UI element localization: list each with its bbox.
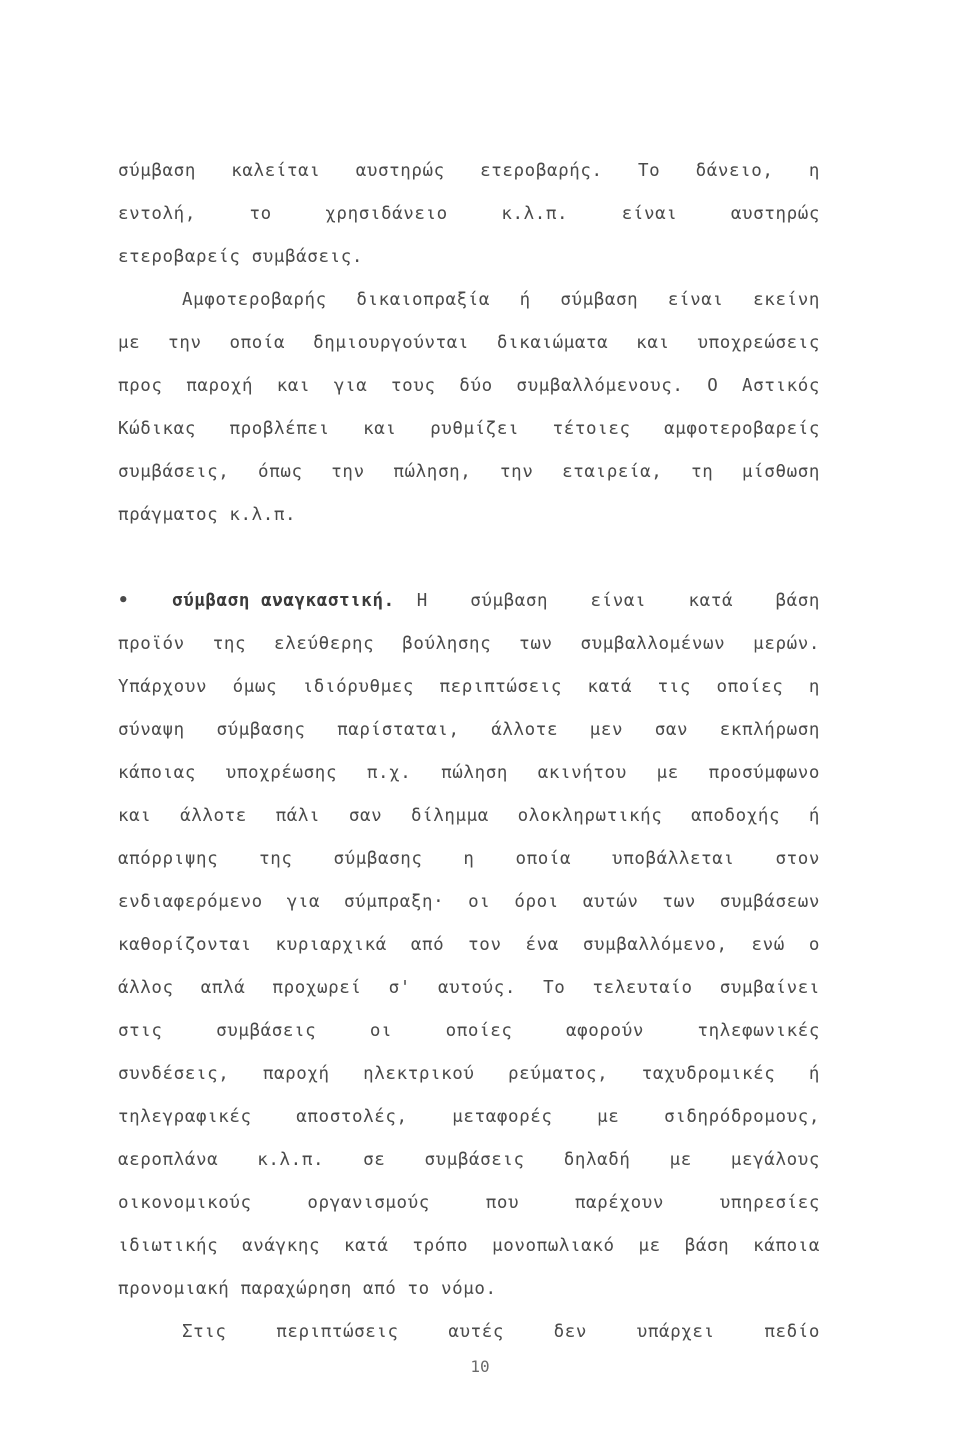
text-line: οικονομικούς οργανισμούς που παρέχουν υπηρεσίες [118,1193,820,1213]
text-line: απόρριψης της σύμβασης η οποία υποβάλλεται στον [118,849,820,869]
text-line: και άλλοτε πάλι σαν δίλημμα ολοκληρωτικής αποδοχής ή [118,806,820,826]
paragraph-start-line: Στις περιπτώσεις αυτές δεν υπάρχει πεδίο [182,1322,820,1342]
text-line: ιδιωτικής ανάγκης κατά τρόπο μονοπωλιακό με βάση κάποια [118,1236,820,1256]
page-number: 10 [470,1357,490,1376]
text-line: ενδιαφερόμενο για σύμπραξη· οι όροι αυτών των συμβάσεων [118,892,820,912]
text-line: με την οποία δημιουργούνται δικαιώματα και υποχρεώσεις [118,333,820,353]
text-line: προϊόν της ελεύθερης βούλησης των συμβαλλομένων μερών. [118,634,820,654]
text-line: προς παροχή και για τους δύο συμβαλλόμενους. Ο Αστικός [118,376,820,396]
text-line: πράγματος κ.λ.π. [118,505,297,525]
text-line: τηλεγραφικές αποστολές, μεταφορές με σιδηρόδρομους, [118,1107,820,1127]
bullet-line [118,580,820,623]
text-line: Κώδικας προβλέπει και ρυθμίζει τέτοιες αμφοτεροβαρείς [118,419,820,439]
bullet-first-line-text: Η σύμβαση είναι κατά βάση [416,591,820,611]
text-line: καθορίζονται κυριαρχικά από τον ένα συμβαλλόμενο, ενώ ο [118,935,820,955]
bullet-symbol: • [118,591,130,611]
document-page [118,150,820,1354]
text-line: αεροπλάνα κ.λ.π. σε συμβάσεις δηλαδή με μεγάλους [118,1150,820,1170]
text-line: εντολή, το χρησιδάνειο κ.λ.π. είναι αυστηρώς [118,204,820,224]
paragraph-gap [118,537,820,580]
text-line: Υπάρχουν όμως ιδιόρυθμες περιπτώσεις κατά τις οποίες η [118,677,820,697]
text-line: συνδέσεις, παροχή ηλεκτρικού ρεύματος, ταχυδρομικές ή [118,1064,820,1084]
bullet-heading: σύμβαση αναγκαστική. [172,591,395,611]
text-line: συμβάσεις, όπως την πώληση, την εταιρεία, τη μίσθωση [118,462,820,482]
text-line: κάποιας υποχρέωσης π.χ. πώληση ακινήτου με προσύμφωνο [118,763,820,783]
text-line: προνομιακή παραχώρηση από το νόμο. [118,1279,497,1299]
text-line: σύμβαση καλείται αυστηρώς ετεροβαρής. Το δάνειο, η [118,161,820,181]
text-line: ετεροβαρείς συμβάσεις. [118,247,363,267]
text-line: άλλος απλά προχωρεί σ' αυτούς. Το τελευταίο συμβαίνει [118,978,820,998]
text-line: σύναψη σύμβασης παρίσταται, άλλοτε μεν σαν εκπλήρωση [118,720,820,740]
text-line: στις συμβάσεις οι οποίες αφορούν τηλεφωνικές [118,1021,820,1041]
bullet-marker [118,580,395,623]
paragraph-start-line: Αμφοτεροβαρής δικαιοπραξία ή σύμβαση είναι εκείνη [182,290,820,310]
